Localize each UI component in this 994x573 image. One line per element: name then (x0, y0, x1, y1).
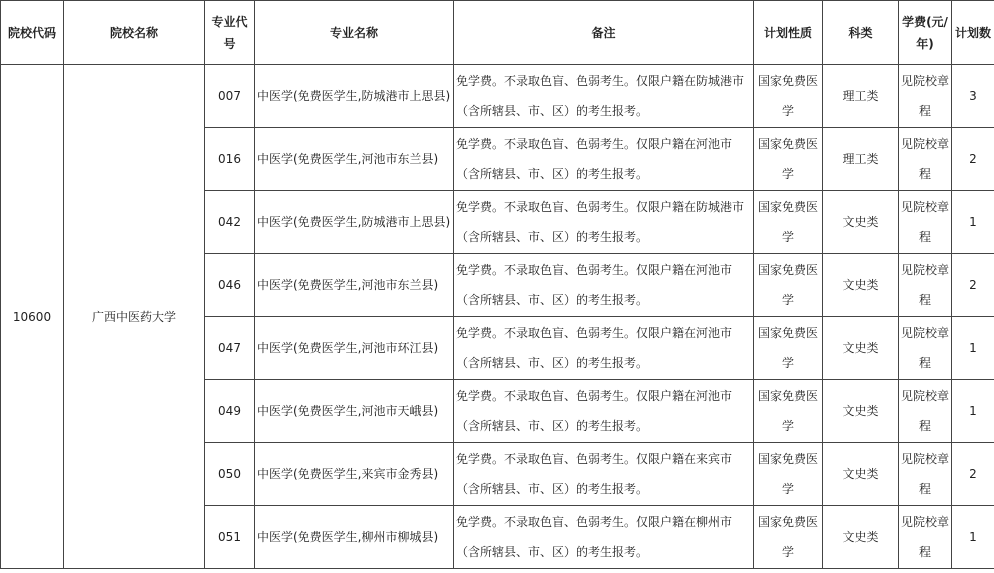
major-name-cell: 中医学(免费医学生,来宾市金秀县) (255, 443, 454, 506)
header-major-code: 专业代号 (205, 1, 255, 65)
major-code-cell: 047 (205, 317, 255, 380)
plan-type-cell: 国家免费医学 (754, 65, 823, 128)
plan-type-cell: 国家免费医学 (754, 380, 823, 443)
tuition-cell: 见院校章程 (899, 191, 952, 254)
category-cell: 文史类 (823, 191, 899, 254)
major-name-cell: 中医学(免费医学生,河池市东兰县) (255, 128, 454, 191)
tuition-cell: 见院校章程 (899, 443, 952, 506)
tuition-cell: 见院校章程 (899, 317, 952, 380)
major-name-cell: 中医学(免费医学生,柳州市柳城县) (255, 506, 454, 569)
header-plan-type: 计划性质 (754, 1, 823, 65)
major-code-cell: 042 (205, 191, 255, 254)
remark-cell: 免学费。不录取色盲、色弱考生。仅限户籍在河池市（含所辖县、市、区）的考生报考。 (454, 254, 754, 317)
category-cell: 理工类 (823, 65, 899, 128)
major-code-cell: 051 (205, 506, 255, 569)
major-code-cell: 050 (205, 443, 255, 506)
tuition-cell: 见院校章程 (899, 380, 952, 443)
tuition-cell: 见院校章程 (899, 506, 952, 569)
school-name-cell: 广西中医药大学 (64, 65, 205, 569)
category-cell: 文史类 (823, 443, 899, 506)
remark-cell: 免学费。不录取色盲、色弱考生。仅限户籍在防城港市（含所辖县、市、区）的考生报考。 (454, 191, 754, 254)
category-cell: 理工类 (823, 128, 899, 191)
header-school-name: 院校名称 (64, 1, 205, 65)
plan-count-cell: 3 (952, 65, 994, 128)
remark-cell: 免学费。不录取色盲、色弱考生。仅限户籍在防城港市（含所辖县、市、区）的考生报考。 (454, 65, 754, 128)
category-cell: 文史类 (823, 380, 899, 443)
plan-count-cell: 2 (952, 443, 994, 506)
plan-count-cell: 1 (952, 317, 994, 380)
major-name-cell: 中医学(免费医学生,防城港市上思县) (255, 191, 454, 254)
header-tuition: 学费(元/年) (899, 1, 952, 65)
plan-count-cell: 2 (952, 128, 994, 191)
plan-count-cell: 1 (952, 506, 994, 569)
remark-cell: 免学费。不录取色盲、色弱考生。仅限户籍在河池市（含所辖县、市、区）的考生报考。 (454, 317, 754, 380)
plan-count-cell: 1 (952, 191, 994, 254)
major-name-cell: 中医学(免费医学生,防城港市上思县) (255, 65, 454, 128)
remark-cell: 免学费。不录取色盲、色弱考生。仅限户籍在河池市（含所辖县、市、区）的考生报考。 (454, 380, 754, 443)
category-cell: 文史类 (823, 317, 899, 380)
header-major-name: 专业名称 (255, 1, 454, 65)
remark-cell: 免学费。不录取色盲、色弱考生。仅限户籍在柳州市（含所辖县、市、区）的考生报考。 (454, 506, 754, 569)
category-cell: 文史类 (823, 506, 899, 569)
plan-type-cell: 国家免费医学 (754, 443, 823, 506)
plan-type-cell: 国家免费医学 (754, 191, 823, 254)
header-remark: 备注 (454, 1, 754, 65)
plan-type-cell: 国家免费医学 (754, 317, 823, 380)
tuition-cell: 见院校章程 (899, 65, 952, 128)
major-name-cell: 中医学(免费医学生,河池市东兰县) (255, 254, 454, 317)
header-category: 科类 (823, 1, 899, 65)
remark-cell: 免学费。不录取色盲、色弱考生。仅限户籍在来宾市（含所辖县、市、区）的考生报考。 (454, 443, 754, 506)
major-name-cell: 中医学(免费医学生,河池市天峨县) (255, 380, 454, 443)
school-code-cell: 10600 (1, 65, 64, 569)
plan-type-cell: 国家免费医学 (754, 128, 823, 191)
plan-type-cell: 国家免费医学 (754, 254, 823, 317)
tuition-cell: 见院校章程 (899, 128, 952, 191)
category-cell: 文史类 (823, 254, 899, 317)
plan-type-cell: 国家免费医学 (754, 506, 823, 569)
header-plan-count: 计划数 (952, 1, 994, 65)
plan-count-cell: 1 (952, 380, 994, 443)
plan-count-cell: 2 (952, 254, 994, 317)
remark-cell: 免学费。不录取色盲、色弱考生。仅限户籍在河池市（含所辖县、市、区）的考生报考。 (454, 128, 754, 191)
major-code-cell: 049 (205, 380, 255, 443)
major-code-cell: 016 (205, 128, 255, 191)
major-name-cell: 中医学(免费医学生,河池市环江县) (255, 317, 454, 380)
header-school-code: 院校代码 (1, 1, 64, 65)
major-code-cell: 007 (205, 65, 255, 128)
table-row (1, 65, 994, 128)
header-row (1, 1, 994, 65)
major-code-cell: 046 (205, 254, 255, 317)
tuition-cell: 见院校章程 (899, 254, 952, 317)
